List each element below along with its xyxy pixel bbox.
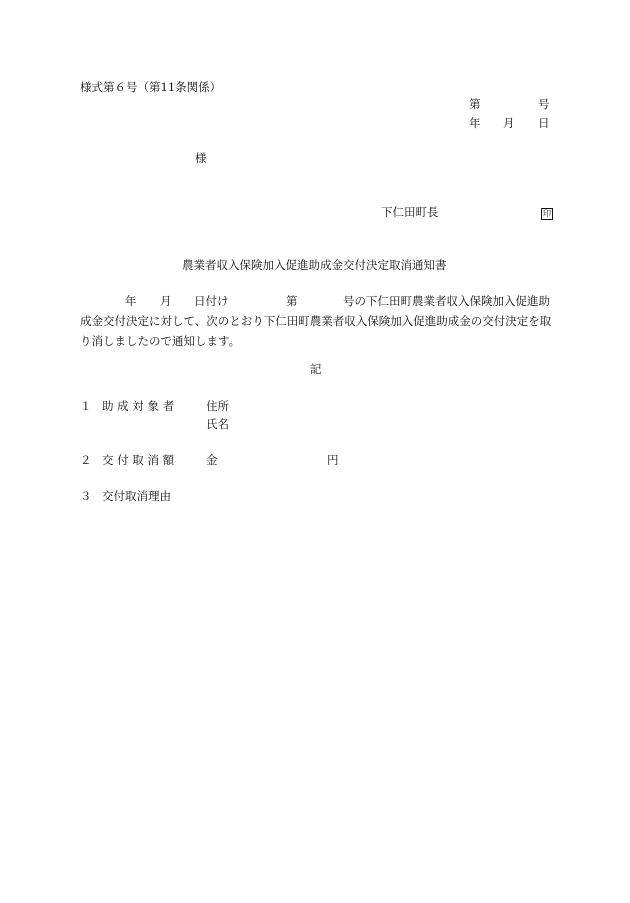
form-id: 様式第６号（第11条関係）: [80, 80, 222, 94]
date-day: 日: [538, 116, 550, 130]
ki-heading: 記: [310, 362, 322, 376]
issuer-title: 下仁田町長: [381, 205, 439, 219]
body-line-3: [80, 332, 558, 352]
item-2-label: 交 付 取 消 額: [102, 453, 175, 467]
body-day-attr: 日付け: [194, 294, 229, 308]
item-1-name: 氏名: [206, 417, 229, 431]
document-title: 農業者収入保険加入促進助成金交付決定取消通知書: [182, 258, 447, 272]
item-1-number: １: [80, 399, 92, 413]
body-paragraph: [80, 292, 558, 352]
date-year: 年: [469, 116, 481, 130]
body-text-2: 成金交付決定に対して、次のとおり下仁田町農業者収入保険加入促進助成金の交付決定を取: [80, 314, 552, 328]
body-line-2: [80, 312, 558, 332]
item-2-kin: 金: [206, 453, 218, 467]
date-month: 月: [503, 116, 515, 130]
issuer-seal: [541, 207, 553, 220]
doc-number-dai: 第: [469, 97, 481, 111]
doc-number-go: 号: [538, 97, 550, 111]
seal-mark: 印: [543, 209, 551, 218]
addressee-suffix: 様: [195, 151, 207, 165]
item-1-address: 住所: [206, 399, 229, 413]
body-line-1: [80, 292, 558, 312]
body-text-3: り消しましたので通知します。: [80, 334, 241, 348]
body-month: 月: [160, 294, 172, 308]
item-2-yen: 円: [327, 453, 339, 467]
body-dai: 第: [286, 294, 298, 308]
item-1-label: 助 成 対 象 者: [102, 399, 175, 413]
item-3-number: ３: [80, 489, 92, 503]
body-year: 年: [125, 294, 137, 308]
body-text-1: 号の下仁田町農業者収入保険加入促進助: [343, 294, 550, 308]
item-3-label: 交付取消理由: [102, 489, 171, 503]
item-2-number: ２: [80, 453, 92, 467]
